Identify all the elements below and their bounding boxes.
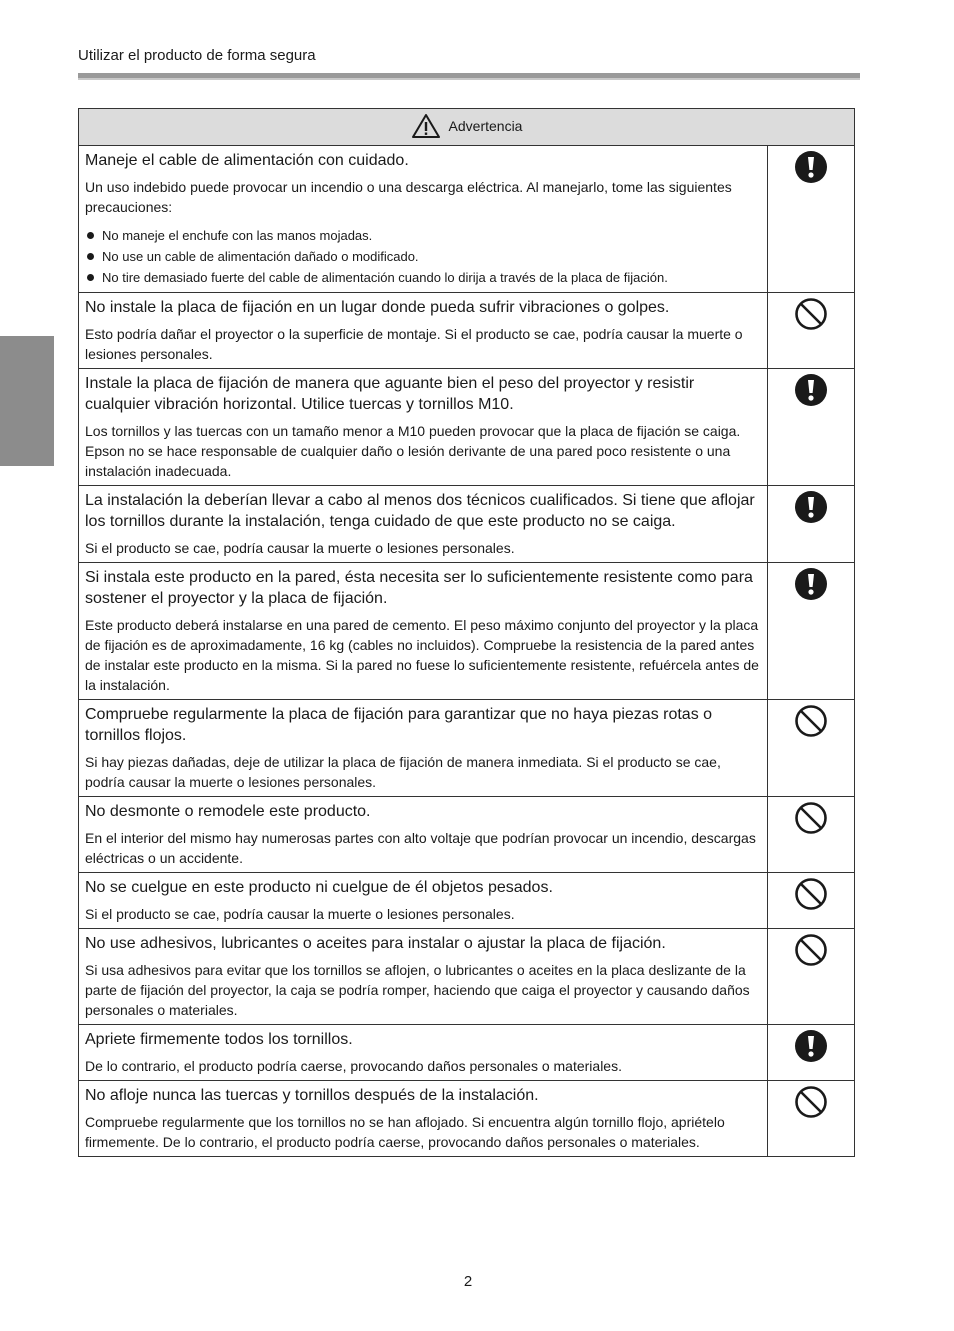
row-text-cell	[79, 486, 768, 563]
warning-triangle-icon	[411, 113, 441, 139]
row-description: De lo contrario, el producto podría caerse, provocando daños personales o materiales.	[85, 1058, 622, 1074]
table-row	[79, 293, 855, 369]
row-title: No se cuelgue en este producto ni cuelgue de él objetos pesados.	[85, 879, 553, 896]
row-icon-cell	[768, 797, 855, 873]
row-text-cell	[79, 293, 768, 369]
row-title: No use adhesivos, lubricantes o aceites para instalar o ajustar la placa de fijación.	[85, 935, 666, 952]
row-icon-cell	[768, 563, 855, 700]
row-icon-cell	[768, 1025, 855, 1081]
row-icon-cell	[768, 369, 855, 486]
row-icon-cell	[768, 873, 855, 929]
list-item-text: No maneje el enchufe con las manos mojadas.	[102, 228, 373, 243]
row-title: No afloje nunca las tuercas y tornillos después de la instalación.	[85, 1087, 539, 1104]
table-row	[79, 146, 855, 293]
list-item	[85, 246, 761, 267]
row-icon-cell	[768, 1081, 855, 1157]
row-title: No instale la placa de fijación en un lugar donde pueda sufrir vibraciones o golpes.	[85, 299, 670, 316]
row-icon-cell	[768, 293, 855, 369]
row-title: Instale la placa de fijación de manera que aguante bien el peso del proyector y resistir cualquier vibración horizontal. Utilice tuercas y tornillos M10.	[85, 375, 695, 413]
bullet-dot-icon	[87, 274, 94, 281]
table-row	[79, 929, 855, 1025]
table-row	[79, 873, 855, 929]
prohibited-icon	[794, 877, 828, 911]
mandatory-icon	[794, 567, 828, 601]
row-text-cell	[79, 146, 768, 293]
bullet-dot-icon	[87, 253, 94, 260]
row-description: Si el producto se cae, podría causar la muerte o lesiones personales.	[85, 906, 515, 922]
row-text-cell	[79, 700, 768, 797]
row-description: En el interior del mismo hay numerosas partes con alto voltaje que podrían provocar un incendio, descargas eléctricas o un accidente.	[85, 830, 756, 866]
table-row	[79, 700, 855, 797]
mandatory-icon	[794, 1029, 828, 1063]
row-description: Este producto deberá instalarse en una pared de cemento. El peso máximo conjunto del proyector y la placa de fijación es de aproximadamente, 16 kg (cables no incluidos). Compruebe la resistencia de la pared antes de instalar este producto en la misma. Si la pared no fuese lo suficientemente resistente, refuércela antes de la instalación.	[85, 617, 759, 693]
row-text-cell	[79, 797, 768, 873]
row-title: Si instala este producto en la pared, ésta necesita ser lo suficientemente resistente como para sostener el proyector y la placa de fijación.	[85, 569, 753, 607]
row-description: Si usa adhesivos para evitar que los tornillos se aflojen, o lubricantes o aceites en la placa deslizante de la parte de fijación del proyector, la caja se podría romper, haciendo que caiga el proyector y causando daños personales o materiales.	[85, 962, 750, 1018]
table-row	[79, 369, 855, 486]
list-item-text: No use un cable de alimentación dañado o modificado.	[102, 249, 419, 264]
prohibited-icon	[794, 297, 828, 331]
table-row	[79, 563, 855, 700]
bullet-dot-icon	[87, 232, 94, 239]
table-row	[79, 486, 855, 563]
mandatory-icon	[794, 373, 828, 407]
prohibited-icon	[794, 801, 828, 835]
header-rule	[78, 73, 860, 80]
row-text-cell	[79, 1025, 768, 1081]
precaution-list	[85, 225, 761, 288]
row-title: La instalación la deberían llevar a cabo al menos dos técnicos cualificados. Si tiene que aflojar los tornillos durante la instalación, tenga cuidado de que este producto no se caiga.	[85, 492, 755, 530]
row-description: Si el producto se cae, podría causar la muerte o lesiones personales.	[85, 540, 515, 556]
row-description: Los tornillos y las tuercas con un tamaño menor a M10 pueden provocar que la placa de fijación se caiga. Epson no se hace responsable de cualquier daño o lesión derivante de una pared poco resistente o una instalación inadecuada.	[85, 423, 741, 479]
mandatory-icon	[794, 150, 828, 184]
list-item	[85, 225, 761, 246]
row-icon-cell	[768, 929, 855, 1025]
row-text-cell	[79, 929, 768, 1025]
row-icon-cell	[768, 146, 855, 293]
row-text-cell	[79, 563, 768, 700]
table-row	[79, 1081, 855, 1157]
row-description: Compruebe regularmente que los tornillos no se han aflojado. Si encuentra algún tornillo flojo, apriételo firmemente. De lo contrario, el producto podría caerse, provocando daños personales o materiales.	[85, 1114, 725, 1150]
list-item	[85, 267, 761, 288]
row-title: No desmonte o remodele este producto.	[85, 803, 371, 820]
table-row	[79, 797, 855, 873]
list-item-text: No tire demasiado fuerte del cable de alimentación cuando lo dirija a través de la placa de fijación.	[102, 270, 668, 285]
page-number: 2	[463, 1273, 473, 1290]
row-description: Esto podría dañar el proyector o la superficie de montaje. Si el producto se cae, podría causar la muerte o lesiones personales.	[85, 326, 743, 362]
row-description: Si hay piezas dañadas, deje de utilizar la placa de fijación de manera inmediata. Si el producto se cae, podría causar la muerte o lesiones personales.	[85, 754, 721, 790]
warning-table-heading	[79, 109, 855, 146]
prohibited-icon	[794, 933, 828, 967]
prohibited-icon	[794, 704, 828, 738]
row-icon-cell	[768, 700, 855, 797]
row-title: Apriete firmemente todos los tornillos.	[85, 1031, 353, 1048]
warning-heading-label: Advertencia	[448, 117, 523, 134]
row-text-cell	[79, 1081, 768, 1157]
warning-table	[78, 108, 855, 1157]
mandatory-icon	[794, 490, 828, 524]
row-description: Un uso indebido puede provocar un incendio o una descarga eléctrica. Al manejarlo, tome las siguientes precauciones:	[85, 179, 732, 215]
row-text-cell	[79, 873, 768, 929]
row-title: Compruebe regularmente la placa de fijación para garantizar que no haya piezas rotas o tornillos flojos.	[85, 706, 713, 744]
prohibited-icon	[794, 1085, 828, 1119]
row-title: Maneje el cable de alimentación con cuidado.	[85, 152, 409, 169]
row-text-cell	[79, 369, 768, 486]
side-tab-marker	[0, 336, 54, 466]
section-title: Utilizar el producto de forma segura	[78, 47, 316, 64]
row-icon-cell	[768, 486, 855, 563]
table-row	[79, 1025, 855, 1081]
